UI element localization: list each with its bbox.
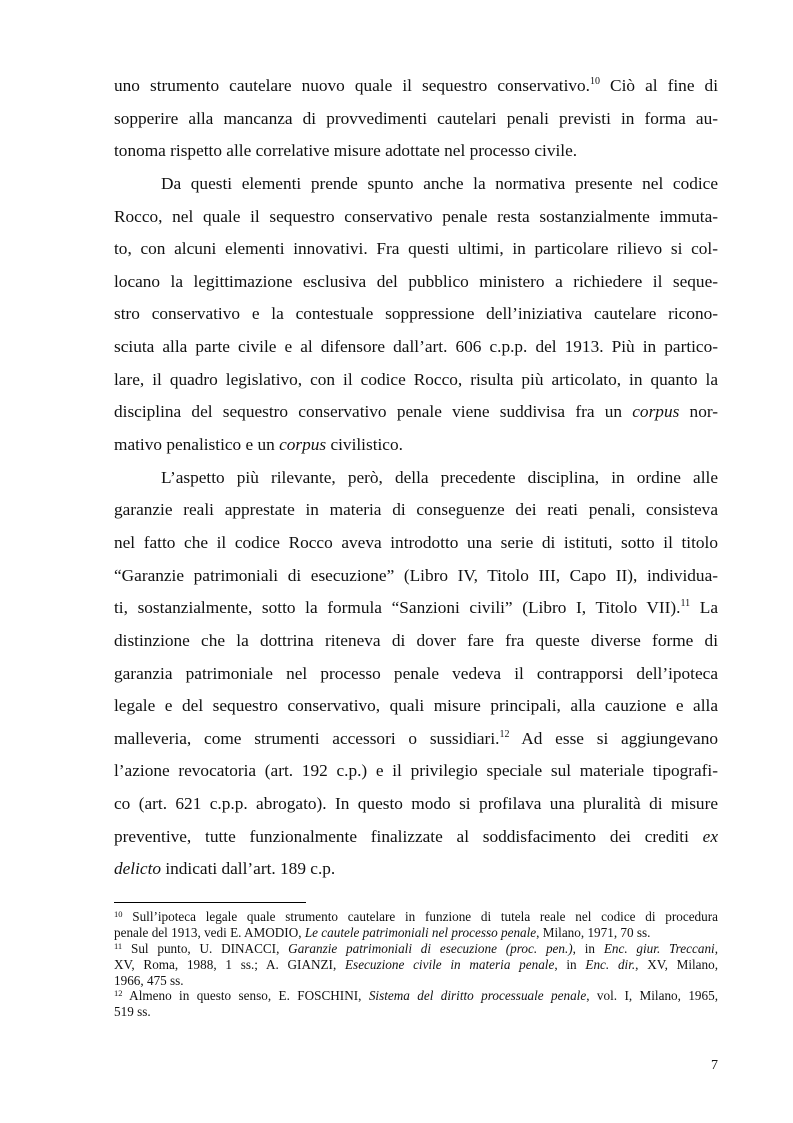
- text-line: nel fatto che il codice Rocco aveva introdotto una serie di istituti, sotto il titolo: [114, 532, 718, 552]
- footnote-ref-10[interactable]: 10: [589, 76, 600, 87]
- text-line: lare, il quadro legislativo, con il codice Rocco, risulta più articolato, in quanto la: [114, 369, 718, 389]
- footnote-line: penale del 1913, vedi E. AMODIO, Le cautele patrimoniali nel processo penale, Milano, 1971, 70 ss.: [114, 924, 651, 940]
- italic-title: Enc. dir.: [585, 956, 636, 972]
- text-line: locano la legittimazione esclusiva del pubblico ministero a richiedere il seque-: [114, 271, 718, 291]
- footnote-line: 519 ss.: [114, 1004, 151, 1020]
- text-line: garanzie reali apprestate in materia di conseguenze dei reati penali, consisteva: [114, 500, 718, 520]
- italic-title: Le cautele patrimoniali nel processo penale: [304, 924, 537, 940]
- text-line: co (art. 621 c.p.p. abrogato). In questo modo si profilava una pluralità di misure: [114, 794, 718, 814]
- text-line: sopperire alla mancanza di provvedimenti cautelari penali previsti in forma au-: [114, 108, 718, 128]
- text-line: malleveria, come strumenti accessori o sussidiari.$^{12}$ Ad esse si aggiungevano: [114, 728, 718, 748]
- footnote-number-12: 12: [114, 988, 123, 999]
- footnote-ref-12[interactable]: 12: [499, 728, 510, 740]
- footnote-number-10: 10: [114, 909, 123, 919]
- footnote-line: 1966, 475 ss.: [114, 972, 184, 988]
- italic-title: Garanzie patrimoniali di esecuzione (proc. pen.): [288, 940, 573, 956]
- italic-title: Esecuzione civile in materia penale: [345, 956, 555, 972]
- text-line: ti, sostanzialmente, sotto la formula “Sanzioni civili” (Libro I, Titolo VII).$^{11}$ La: [114, 598, 718, 618]
- italic-term: corpus: [632, 402, 680, 422]
- text-line: Rocco, nel quale il sequestro conservativo penale resta sostanzialmente immuta-: [114, 206, 718, 226]
- text-line: L’aspetto più rilevante, però, della precedente disciplina, in ordine alle: [161, 467, 718, 487]
- footnote-separator: [114, 902, 306, 903]
- text-line: garanzia patrimoniale nel processo penale vedeva il contrapporsi dell’ipoteca: [114, 663, 718, 683]
- italic-term: ex: [702, 826, 718, 846]
- footnote-line: $^{12}$ Almeno in questo senso, E. FOSCHINI, Sistema del diritto processuale penale, vol. I, Milano, 1965,: [114, 988, 718, 1004]
- text-line: l’azione revocatoria (art. 192 c.p.) e il privilegio speciale sul materiale tipografi-: [114, 761, 718, 781]
- text-line: sciuta alla parte civile e al difensore dall’art. 606 c.p.p. del 1913. Più in partico-: [114, 337, 718, 357]
- text-line: “Garanzie patrimoniali di esecuzione” (Libro IV, Titolo III, Capo II), individua-: [114, 565, 718, 585]
- text-line: stro conservativo e la contestuale soppressione dell’iniziativa cautelare ricono-: [114, 304, 718, 324]
- text-line: delicto indicati dall’art. 189 c.p.: [114, 859, 336, 879]
- body-text: [114, 70, 718, 886]
- footnote-line: $^{11}$ Sul punto, U. DINACCI, Garanzie patrimoniali di esecuzione (proc. pen.), in Enc. giur. Treccani,: [114, 940, 718, 956]
- text-line: distinzione che la dottrina riteneva di dover fare fra queste diverse forme di: [114, 630, 718, 650]
- page-number: 7: [711, 1058, 718, 1073]
- text-line: to, con alcuni elementi innovativi. Fra questi ultimi, in particolare rilievo si col-: [114, 239, 718, 259]
- text-line: uno strumento cautelare nuovo quale il sequestro conservativo.$^{10}$ Ciò al fine di: [114, 76, 719, 95]
- italic-term: corpus: [279, 435, 327, 455]
- footnote-line: XV, Roma, 1988, 1 ss.; A. GIANZI, Esecuzione civile in materia penale, in Enc. dir., XV, Milano,: [114, 956, 719, 972]
- footnote-ref-11[interactable]: 11: [680, 598, 691, 610]
- italic-title: Enc. giur. Treccani: [603, 940, 715, 956]
- text-line: mativo penalistico e un corpus civilistico.: [114, 435, 403, 455]
- footnote-line: $^{10}$ Sull’ipoteca legale quale strumento cautelare in funzione di tutela reale nel codice di procedura: [114, 909, 718, 924]
- text-line: Da questi elementi prende spunto anche la normativa presente nel codice: [161, 173, 718, 193]
- footnote-number-11: 11: [114, 940, 123, 951]
- italic-title: Sistema del diritto processuale penale: [368, 988, 587, 1004]
- text-line: tonoma rispetto alle correlative misure adottate nel processo civile.: [114, 141, 578, 161]
- italic-term: delicto: [114, 859, 162, 879]
- text-line: preventive, tutte funzionalmente finalizzate al soddisfacimento dei crediti ex: [114, 826, 718, 846]
- text-line: disciplina del sequestro conservativo penale viene suddivisa fra un corpus nor-: [114, 402, 718, 422]
- footnotes: [114, 909, 718, 1020]
- text-line: legale e del sequestro conservativo, quali misure principali, alla cauzione e alla: [114, 696, 718, 716]
